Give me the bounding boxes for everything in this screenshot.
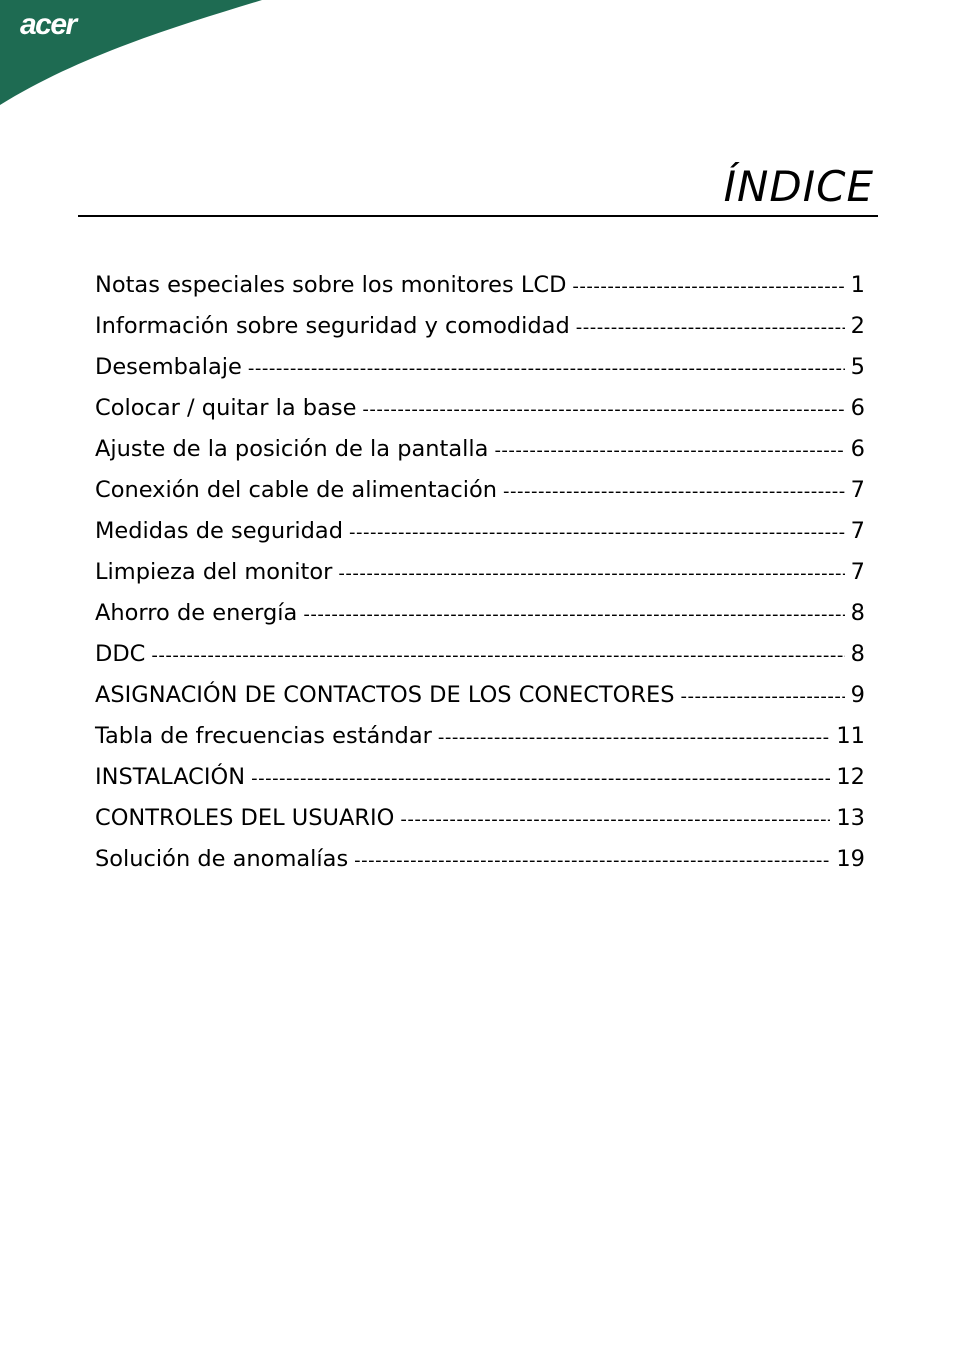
- toc-dot-leader: [362, 399, 844, 420]
- toc-dot-leader: [400, 809, 830, 830]
- acer-logo: acer: [20, 8, 76, 41]
- toc-entry-page: 9: [850, 682, 865, 708]
- toc-entry[interactable]: [95, 354, 865, 395]
- toc-entry-page: 6: [850, 436, 865, 462]
- toc-entry-page: 5: [850, 354, 865, 380]
- toc-dot-leader: [681, 686, 845, 707]
- toc-entry[interactable]: [95, 518, 865, 559]
- toc-dot-leader: [248, 358, 845, 379]
- toc-entry[interactable]: [95, 805, 865, 846]
- toc-entry-label: Información sobre seguridad y comodidad: [95, 313, 570, 339]
- toc-entry-label: Medidas de seguridad: [95, 518, 343, 544]
- title-divider: [78, 215, 878, 217]
- toc-entry-label: Colocar / quitar la base: [95, 395, 357, 421]
- toc-entry-label: Conexión del cable de alimentación: [95, 477, 497, 503]
- toc-dot-leader: [438, 727, 831, 748]
- toc-entry-page: 7: [850, 477, 865, 503]
- toc-entry-label: DDC: [95, 641, 146, 667]
- toc-entry[interactable]: [95, 723, 865, 764]
- toc-entry[interactable]: [95, 764, 865, 805]
- toc-entry[interactable]: [95, 559, 865, 600]
- toc-entry-page: 6: [850, 395, 865, 421]
- toc-entry[interactable]: [95, 846, 865, 887]
- toc-entry-label: Notas especiales sobre los monitores LCD: [95, 272, 567, 298]
- toc-entry-label: Ahorro de energía: [95, 600, 298, 626]
- toc-entry[interactable]: [95, 313, 865, 354]
- toc-entry-label: Solución de anomalías: [95, 846, 349, 872]
- toc-entry[interactable]: [95, 272, 865, 313]
- toc-entry-page: 12: [836, 764, 865, 790]
- toc-entry-page: 11: [836, 723, 865, 749]
- toc-entry-page: 13: [836, 805, 865, 831]
- toc-entry-label: INSTALACIÓN: [95, 764, 246, 790]
- toc-dot-leader: [251, 768, 830, 789]
- toc-dot-leader: [303, 604, 844, 625]
- table-of-contents: [95, 272, 865, 887]
- toc-entry-label: CONTROLES DEL USUARIO: [95, 805, 395, 831]
- toc-entry[interactable]: [95, 641, 865, 682]
- toc-dot-leader: [576, 317, 845, 338]
- toc-dot-leader: [503, 481, 845, 502]
- toc-dot-leader: [354, 850, 830, 871]
- toc-dot-leader: [572, 276, 844, 297]
- toc-entry-page: 7: [850, 518, 865, 544]
- toc-entry[interactable]: [95, 395, 865, 436]
- header-band: [0, 0, 954, 120]
- toc-entry-page: 8: [850, 641, 865, 667]
- toc-entry-page: 7: [850, 559, 865, 585]
- toc-entry[interactable]: [95, 600, 865, 641]
- toc-entry-label: Tabla de frecuencias estándar: [95, 723, 432, 749]
- toc-entry-page: 1: [850, 272, 865, 298]
- toc-dot-leader: [338, 563, 844, 584]
- toc-entry-page: 8: [850, 600, 865, 626]
- toc-entry-label: ASIGNACIÓN DE CONTACTOS DE LOS CONECTORES: [95, 682, 675, 708]
- toc-entry[interactable]: [95, 436, 865, 477]
- toc-entry-page: 19: [836, 846, 865, 872]
- page-title: ÍNDICE: [723, 162, 874, 211]
- toc-dot-leader: [151, 645, 844, 666]
- toc-entry[interactable]: [95, 682, 865, 723]
- toc-dot-leader: [349, 522, 845, 543]
- toc-entry[interactable]: [95, 477, 865, 518]
- toc-entry-label: Ajuste de la posición de la pantalla: [95, 436, 489, 462]
- toc-entry-label: Limpieza del monitor: [95, 559, 333, 585]
- toc-entry-page: 2: [850, 313, 865, 339]
- toc-entry-label: Desembalaje: [95, 354, 242, 380]
- toc-dot-leader: [494, 440, 844, 461]
